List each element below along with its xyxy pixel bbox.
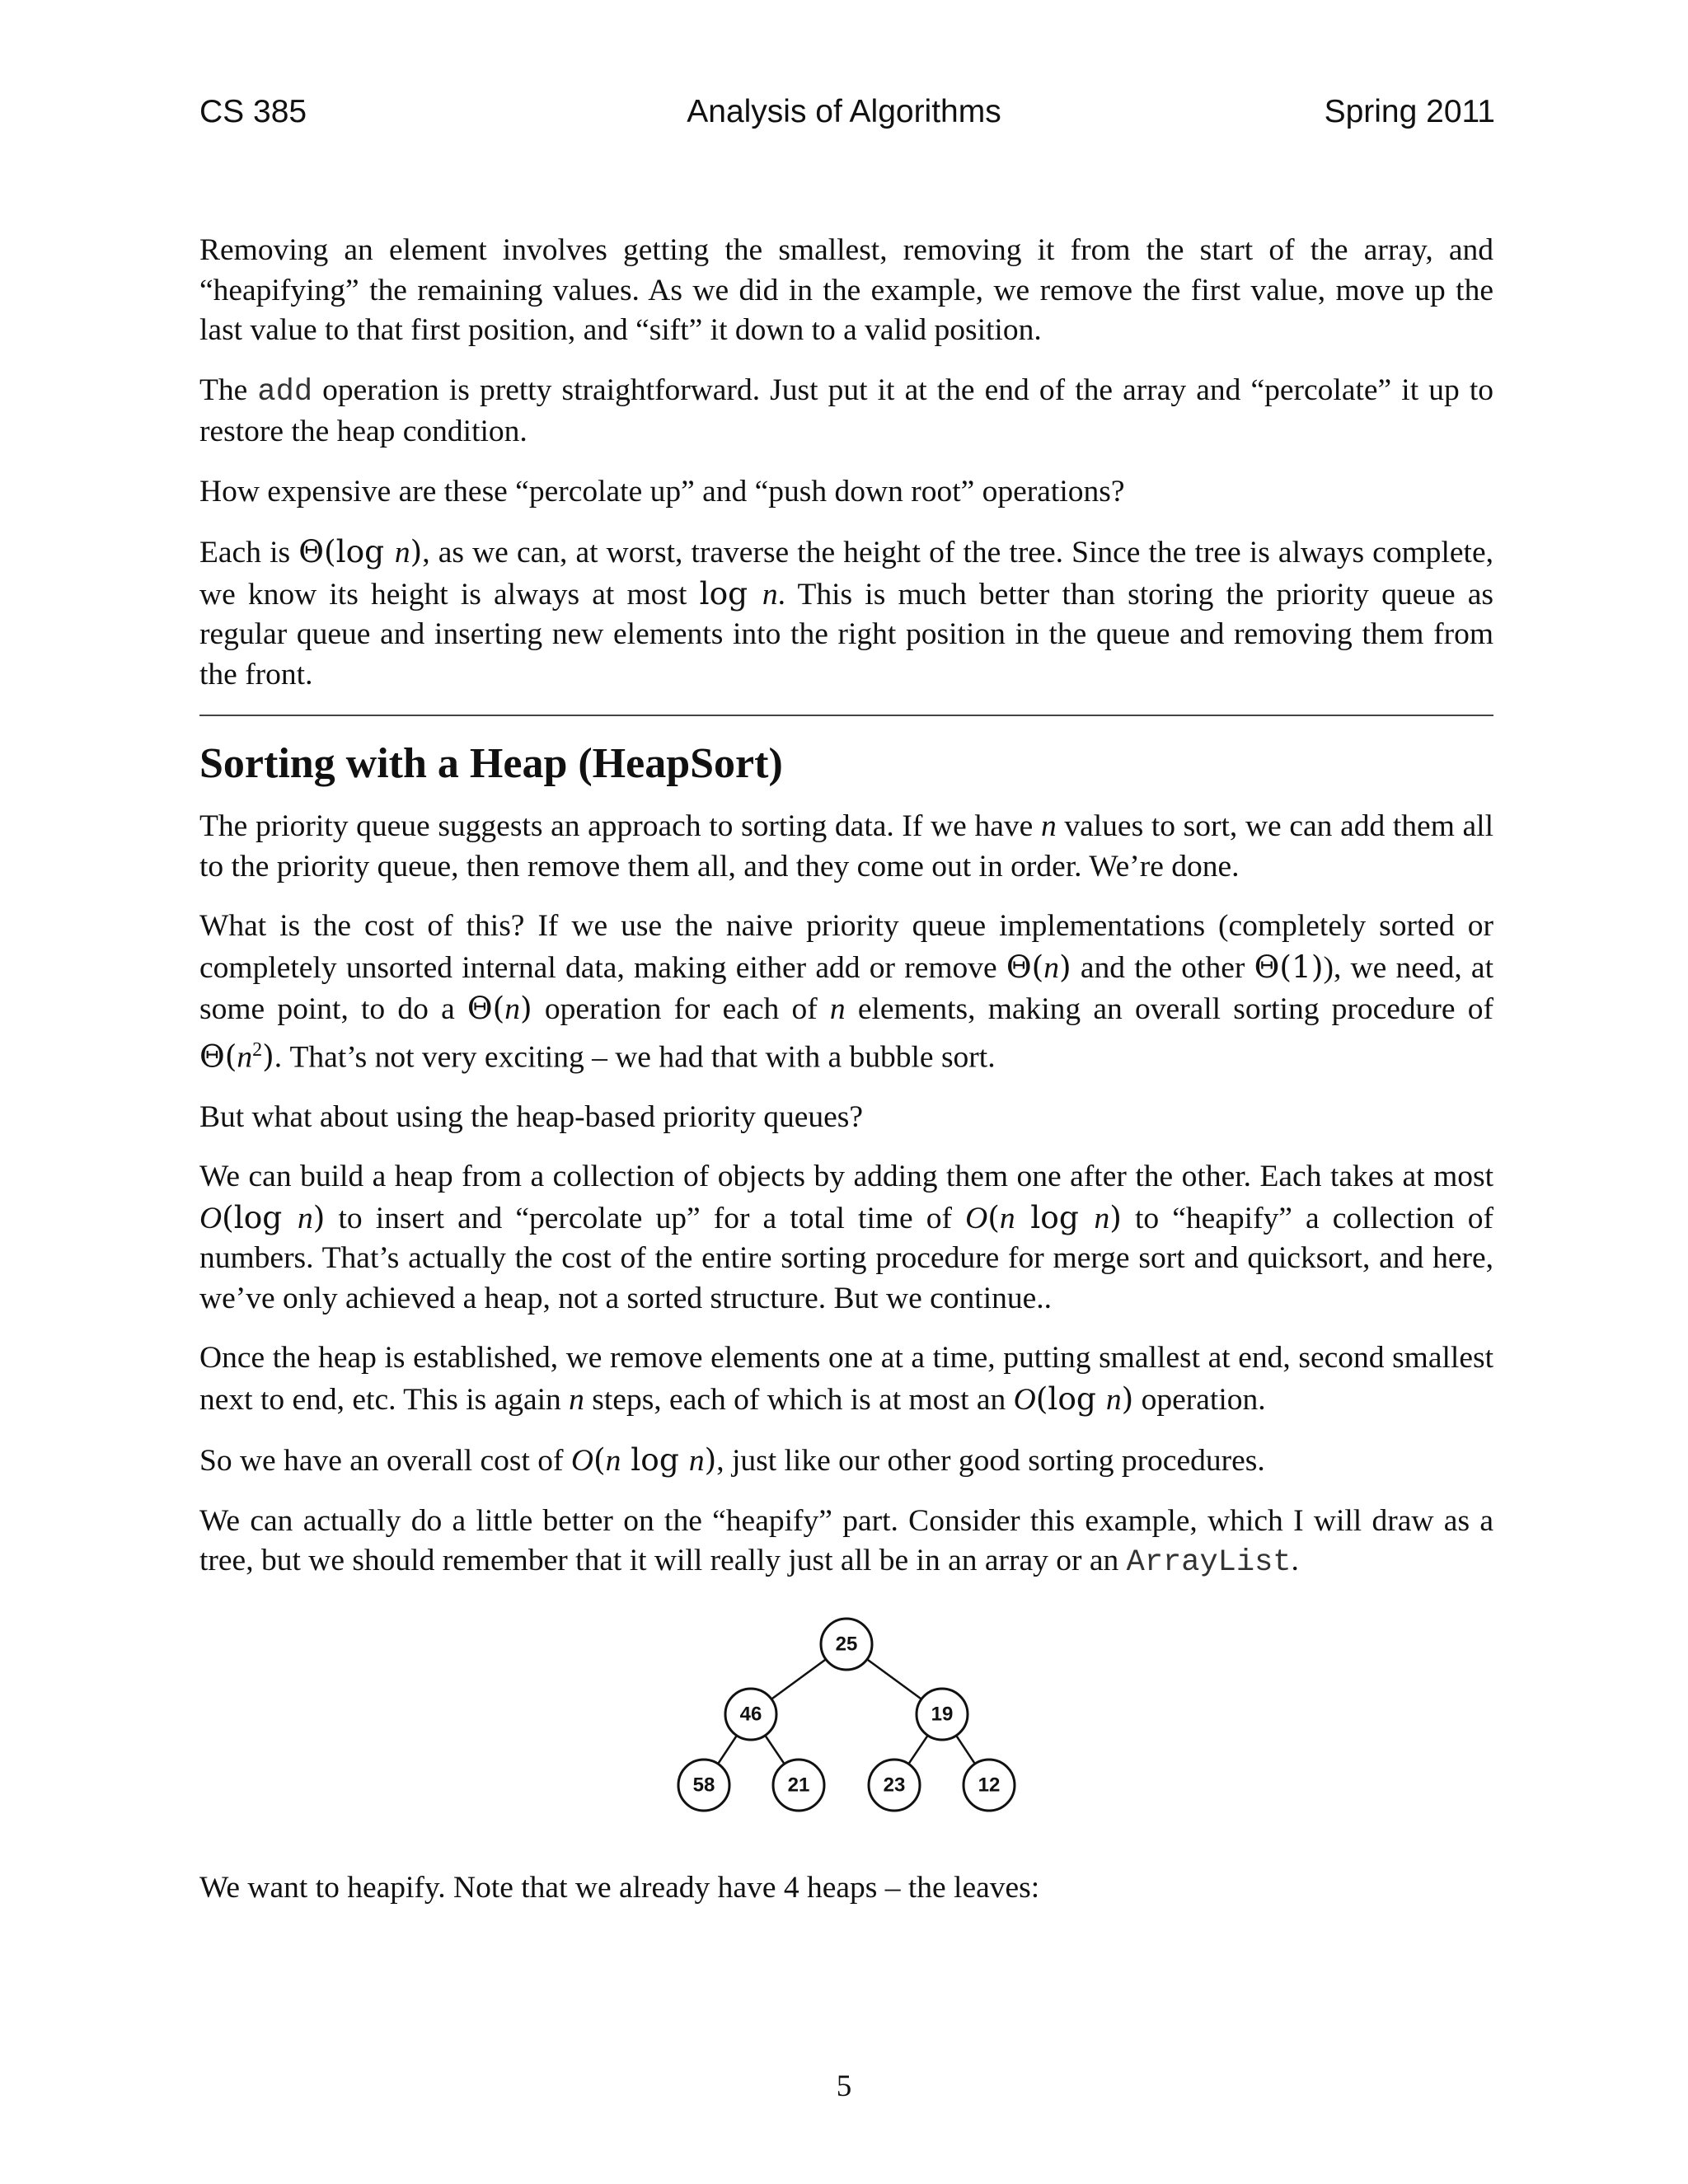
tree-label-rr: 12 xyxy=(978,1774,1001,1796)
tree-label-rl: 23 xyxy=(883,1774,906,1796)
paragraph-build-heap: We can build a heap from a collection of objects by adding them one after the other. Each takes at most O(log n) to insert and “percolate up” for a total time of O(n log n) to “heapify” a collection of numbers. That’s actually the cost of the entire sorting procedure for merge sort and quicksort, and here, we’ve only achieved a heap, not a sorted structure. But we continue.. xyxy=(199,1160,1493,1315)
page-content xyxy=(199,231,1493,1928)
paragraph-priority-queue: The priority queue suggests an approach to sorting data. If we have n values to sort, we can add them all to the priority queue, then remove them all, and they come out in order. We’re done. xyxy=(199,809,1494,883)
paragraph-question: How expensive are these “percolate up” and “push down root” operations? xyxy=(199,474,1125,509)
paragraph-remove-elements: Once the heap is established, we remove elements one at a time, putting smallest at end, second smallest next to end, etc. This is again n steps, each of which is at most an O(log n) operation. xyxy=(199,1341,1493,1417)
tree-label-root: 25 xyxy=(835,1633,858,1655)
header-course: CS 385 xyxy=(199,94,307,129)
paragraph-heapify-better: We can actually do a little better on the “heapify” part. Consider this example, which I will draw as a tree, but we should remember that it will really just all be in an array or an ArrayList. xyxy=(199,1503,1493,1580)
paragraph-heap-based: But what about using the heap-based priority queues? xyxy=(199,1099,864,1134)
heap-tree-svg xyxy=(665,1615,1028,1829)
paragraph-cost: Each is Θ(log n), as we can, at worst, traverse the height of the tree. Since the tree is always complete, we know its height is always at most log n. This is much better than storing the priority queue as regular queue and inserting new elements into the right position in the queue and removing them from the front. xyxy=(199,533,1494,691)
tree-label-right: 19 xyxy=(931,1703,954,1725)
paragraph-overall-cost: So we have an overall cost of O(n log n), just like our other good sorting procedures. xyxy=(199,1441,1265,1478)
section-heading: Sorting with a Heap (HeapSort) xyxy=(199,740,783,787)
paragraph-naive-cost: What is the cost of this? If we use the naive priority queue implementations (completely sorted or completely unsorted internal data, making either add or remove Θ(n) and the other Θ(1)), we need, at some point, to do a Θ(n) operation for each of n elements, making an overall sorting procedure of $\Theta(n^2)$. That’s not very exciting – we had that with a bubble sort. xyxy=(199,909,1493,1074)
header-term: Spring 2011 xyxy=(1324,94,1495,129)
page-number: 5 xyxy=(836,2069,852,2103)
paragraph-leaves: We want to heapify. Note that we already have 4 heaps – the leaves: xyxy=(199,1870,1040,1905)
tree-label-left: 46 xyxy=(739,1703,762,1725)
section-divider xyxy=(199,715,1493,716)
header-title: Analysis of Algorithms xyxy=(687,94,1001,129)
tree-label-ll: 58 xyxy=(692,1774,715,1796)
paragraph-add: The add operation is pretty straightforward. Just put it at the end of the array and “percolate” it up to restore the heap condition. xyxy=(199,373,1493,448)
paragraph-removing: Removing an element involves getting the smallest, removing it from the start of the array, and “heapifying” the remaining values. As we did in the example, we remove the first value, move up the last value to that first position, and “sift” it down to a valid position. xyxy=(199,233,1493,347)
code-add: add xyxy=(257,374,313,410)
heap-tree-diagram xyxy=(199,1615,1493,1829)
tree-label-lr: 21 xyxy=(787,1774,810,1796)
code-arraylist: ArrayList xyxy=(1126,1545,1292,1580)
